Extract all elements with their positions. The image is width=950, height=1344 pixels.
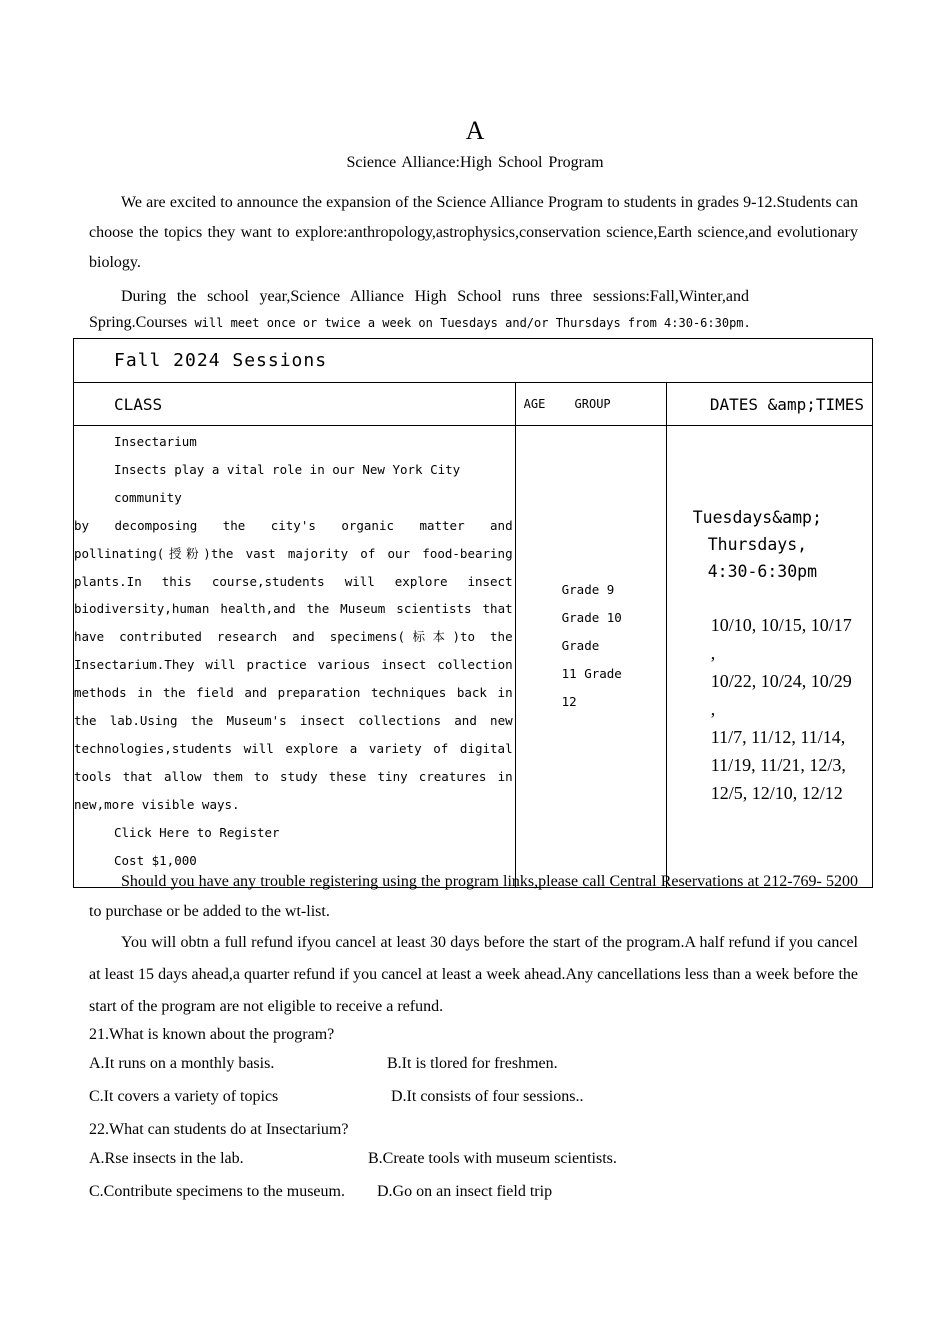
- course-description: by decomposing the city's organic matter and pollinating(授粉)the vast majority of our food-bearing plants.In this course,students will explore insect biodiversity,human health,and the Museum scientists that have contributed research and specimens(标本)to the Insectarium.They will practice various insect collection methods in the field and preparation techniques back in the lab.Using the Museum's insect collections and new technologies,students will explore a variety of digital tools that allow them to study these tiny creatures in new,more visible ways.: [74, 517, 513, 812]
- dates-cell: [666, 426, 872, 888]
- question-21-option-b: B.It is tlored for freshmen.: [387, 1055, 558, 1072]
- passage-letter: A: [465, 116, 485, 145]
- course-cell: [74, 426, 516, 888]
- table-title: Fall 2024 Sessions: [74, 339, 873, 383]
- date-line: 10/22, 10/24, 10/29: [710, 671, 852, 691]
- question-22-option-b: B.Create tools with museum scientists.: [368, 1150, 617, 1167]
- sessions-paragraph-line1: During the school year,Science Alliance High School runs three sessions:Fall,Winter,and: [121, 288, 749, 305]
- refund-policy-paragraph: You will obtn a full refund ifyou cancel at least 30 days before the start of the program.A half refund if you cancel at least 15 days ahead,a quarter refund if you cancel at least a week ahead.Any cancellations less than a week before the start of the program are not eligible to receive a refund.: [89, 934, 858, 1015]
- question-21-stem: 21.What is known about the program?: [89, 1026, 335, 1043]
- days-line1: Tuesdays&amp;: [692, 508, 822, 527]
- age-group-item: Grade 10: [561, 610, 622, 625]
- course-description-lead: Insects play a vital role in our New York City community: [114, 461, 461, 505]
- date-line: ,: [710, 699, 716, 719]
- register-link[interactable]: Click Here to Register: [114, 824, 280, 840]
- session-time: 4:30-6:30pm: [707, 562, 818, 581]
- question-22-option-d: D.Go on an insect field trip: [377, 1183, 553, 1200]
- age-group-item: Grade: [561, 638, 600, 653]
- sessions-table: [73, 338, 873, 888]
- session-days: [667, 426, 872, 585]
- header-dates-times: DATES &amp;TIMES: [666, 383, 872, 426]
- days-line2: Thursdays,: [707, 535, 808, 554]
- date-line: ,: [710, 643, 716, 663]
- age-group-cell: [515, 426, 666, 888]
- age-group-item: 11 Grade: [561, 666, 622, 681]
- sessions-paragraph-lead: Spring.Courses: [89, 314, 188, 331]
- course-name: Insectarium: [114, 434, 197, 449]
- age-group-item: Grade 9: [561, 582, 615, 597]
- sessions-paragraph-line2: [89, 312, 858, 334]
- date-line: 11/7, 11/12, 11/14,: [710, 727, 846, 747]
- question-21-option-d: D.It consists of four sessions..: [391, 1088, 584, 1105]
- passage-title: Science Alliance:High School Program: [346, 154, 604, 171]
- session-dates: [667, 585, 872, 807]
- date-line: 10/10, 10/15, 10/17: [710, 615, 852, 635]
- header-age-group: AGE GROUP: [515, 383, 666, 426]
- date-line: 11/19, 11/21, 12/3,: [710, 755, 846, 775]
- question-21-option-a: A.It runs on a monthly basis.: [89, 1055, 275, 1072]
- course-cost: Cost $1,000: [114, 852, 197, 868]
- header-class: CLASS: [74, 383, 516, 426]
- question-22-stem: 22.What can students do at Insectarium?: [89, 1121, 349, 1138]
- question-22-option-a: A.Rse insects in the lab.: [89, 1150, 244, 1167]
- question-22-option-c: C.Contribute specimens to the museum.: [89, 1183, 345, 1200]
- sessions-paragraph-rest: will meet once or twice a week on Tuesdays and/or Thursdays from 4:30-6:30pm.: [187, 316, 751, 330]
- age-group-item: 12: [561, 694, 577, 709]
- intro-paragraph: We are excited to announce the expansion of the Science Alliance Program to students in grades 9-12.Students can choose the topics they want to explore:anthropology,astrophysics,conservation science,Earth science,and evolutionary biology.: [89, 194, 858, 271]
- question-21-option-c: C.It covers a variety of topics: [89, 1088, 279, 1105]
- registration-help-paragraph: Should you have any trouble registering using the program links,please call Central Reservations at 212-769- 5200 to purchase or be added to the wt-list.: [89, 873, 858, 920]
- date-line: 12/5, 12/10, 12/12: [710, 783, 843, 803]
